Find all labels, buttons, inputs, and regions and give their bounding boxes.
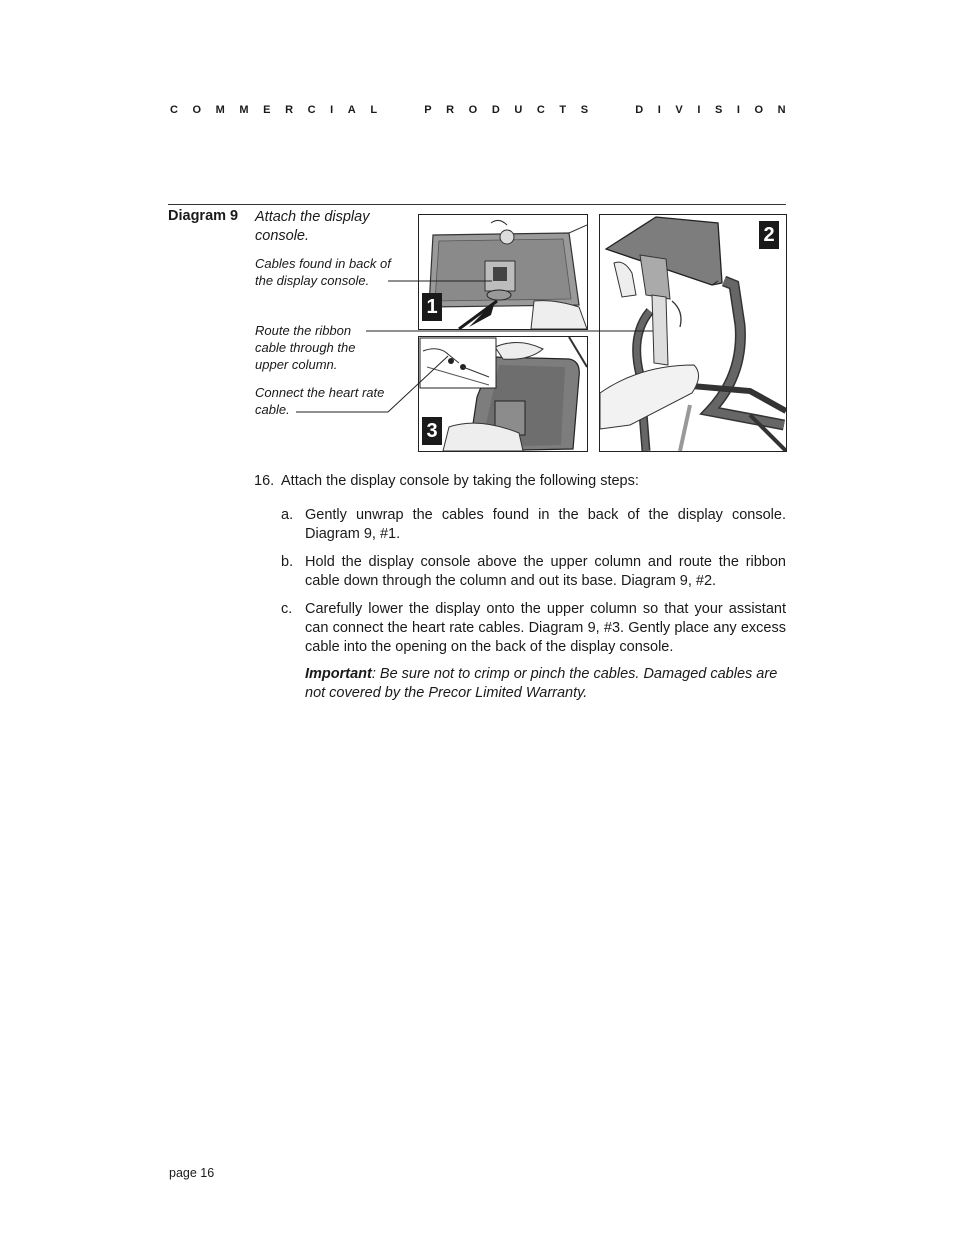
substep-letter: a. (281, 507, 294, 523)
substep-b (281, 553, 786, 591)
substep-text: Gently unwrap the cables found in the back of the display console. Diagram 9, #1. (305, 507, 786, 542)
header-division-text: C O M M E R C I A L P R O D U C T S D I V I S I O N (170, 104, 786, 116)
substep-letter: b. (281, 554, 294, 570)
heart-rate-connection-illustration (419, 337, 587, 451)
panel-number-2: 2 (759, 221, 779, 249)
callout-ribbon-cable: Route the ribbon cable through the upper column. (255, 323, 356, 372)
important-label: Important (305, 666, 372, 682)
panel-number-1: 1 (422, 293, 442, 321)
step-number: 16. (254, 473, 275, 489)
panel-number-3: 3 (422, 417, 442, 445)
diagram-title: Attach the display console. (255, 209, 370, 244)
callout-heart-rate: Connect the heart rate cable. (255, 385, 385, 417)
diagram-panel-3 (418, 336, 588, 452)
page-number: page 16 (169, 1166, 215, 1180)
diagram-label: Diagram 9 (168, 208, 239, 224)
important-text: : Be sure not to crimp or pinch the cables. Damaged cables are not covered by the Precor Limited Warranty. (305, 666, 778, 701)
diagram-panel-2 (599, 214, 787, 452)
top-rule (168, 204, 786, 205)
callout-cables: Cables found in back of the display console. (255, 256, 391, 288)
route-ribbon-cable-illustration (600, 215, 786, 451)
console-back-illustration (419, 215, 587, 329)
substep-text: Carefully lower the display onto the upper column so that your assistant can connect the heart rate cables. Diagram 9, #3. Gently place any excess cable into the opening on the back of the display console. (305, 601, 786, 655)
important-note (305, 665, 786, 703)
substep-c (281, 600, 786, 657)
diagram-panel-1 (418, 214, 588, 330)
substep-text: Hold the display console above the upper column and route the ribbon cable down through the column and out its base. Diagram 9, #2. (305, 554, 786, 589)
substep-a (281, 506, 786, 544)
step-heading: Attach the display console by taking the following steps: (281, 473, 639, 489)
substep-letter: c. (281, 601, 293, 617)
